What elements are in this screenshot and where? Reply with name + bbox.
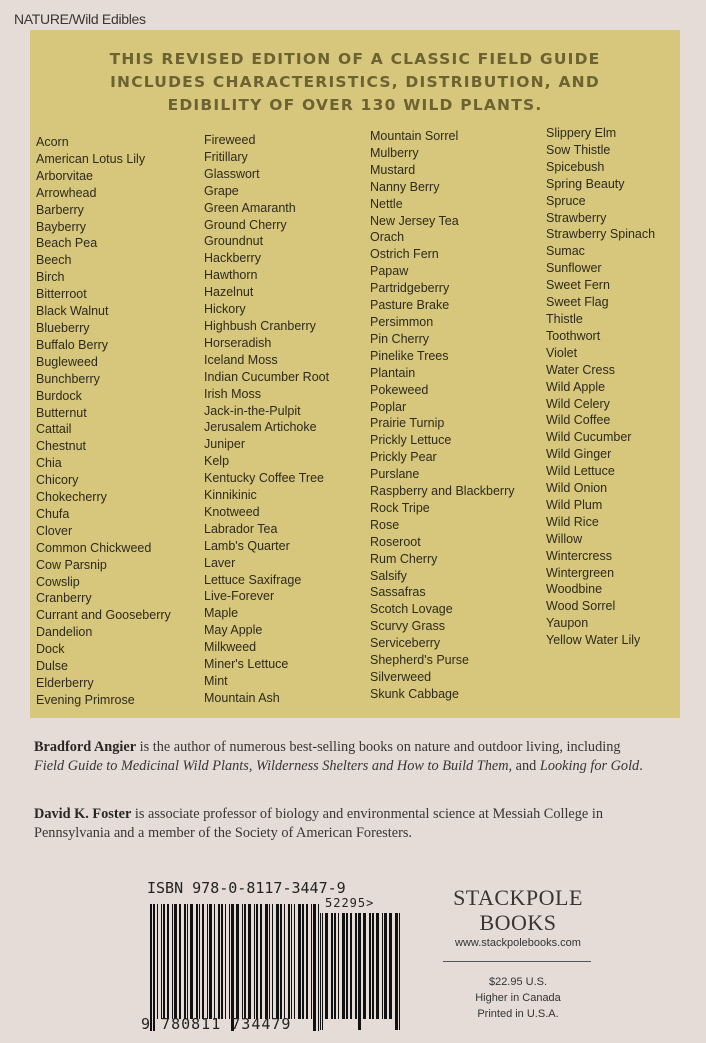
plant-name: Jack-in-the-Pulpit xyxy=(204,403,301,418)
plant-name: Acorn xyxy=(36,135,69,149)
plant-name: Strawberry Spinach xyxy=(546,227,656,242)
plant-name: Birch xyxy=(36,270,65,285)
barcode-bar xyxy=(376,913,379,1019)
plant-name: Laver xyxy=(204,555,236,570)
barcode-bar xyxy=(214,904,215,1019)
plant-name: Irish Moss xyxy=(204,386,261,401)
barcode-bar xyxy=(280,904,282,1019)
plant-name: Rum Cherry xyxy=(370,551,438,566)
plant-name: Papaw xyxy=(370,264,409,279)
plant-name: Sweet Fern xyxy=(546,278,610,293)
plant-name: Plantain xyxy=(370,365,416,380)
plant-name: Kentucky Coffee Tree xyxy=(204,471,324,486)
plant-name: Green Amaranth xyxy=(204,200,296,215)
barcode-addon xyxy=(320,913,402,1019)
plant-name: Milkweed xyxy=(204,640,257,655)
plant-name: Lamb's Quarter xyxy=(204,538,290,553)
book-title: Looking for Gold xyxy=(539,758,640,774)
plant-name: Wild Coffee xyxy=(546,413,611,428)
barcode xyxy=(150,904,322,1019)
plant-name: Spruce xyxy=(546,193,586,208)
plant-name: Hickory xyxy=(204,302,246,317)
plant-name: Water Cress xyxy=(546,362,615,377)
barcode-bar xyxy=(254,904,255,1019)
plant-name: Arrowhead xyxy=(36,185,97,200)
price-note: Higher in Canada xyxy=(475,992,561,1004)
plant-name: Pinelike Trees xyxy=(370,348,449,363)
plant-name: Wild Rice xyxy=(546,514,599,529)
barcode-bar xyxy=(242,904,243,1019)
bio-text: is the author of numerous best-selling books on nature and outdoor living, including xyxy=(136,739,621,755)
plant-name: Burdock xyxy=(36,388,82,403)
plant-name: Knotweed xyxy=(204,504,260,519)
publisher-logo: BOOKS xyxy=(479,910,557,935)
plant-name: Black Walnut xyxy=(36,304,109,319)
plant-list-panel xyxy=(30,30,680,718)
plant-name: Serviceberry xyxy=(370,636,441,651)
plant-name: Kelp xyxy=(204,454,230,469)
headline-line: THIS REVISED EDITION OF A CLASSIC FIELD GUIDE xyxy=(109,50,601,68)
barcode-bar xyxy=(199,904,200,1019)
plant-name: Ostrich Fern xyxy=(370,247,439,262)
barcode-bar xyxy=(338,913,339,1019)
barcode-bar xyxy=(207,904,208,1019)
plant-name: Silverweed xyxy=(370,670,432,684)
barcode-bar xyxy=(153,904,155,1031)
headline-line: EDIBILITY OF OVER 130 WILD PLANTS. xyxy=(167,96,543,114)
plant-name: Arborvitae xyxy=(36,168,93,183)
barcode-bar xyxy=(236,904,239,1019)
plant-name: Sweet Flag xyxy=(546,295,609,310)
plant-name: Spicebush xyxy=(546,159,605,174)
barcode-digits: 9 780811 734479 xyxy=(141,1015,292,1033)
divider xyxy=(443,961,591,962)
barcode-bar xyxy=(363,913,366,1019)
plant-name: Scotch Lovage xyxy=(370,602,453,617)
plant-name: Cow Parsnip xyxy=(36,557,107,572)
plant-name: Prairie Turnip xyxy=(370,416,445,431)
plant-name: Orach xyxy=(370,230,405,245)
plant-name: May Apple xyxy=(204,623,263,638)
price-info xyxy=(440,974,596,1022)
plant-name: Chokecherry xyxy=(36,490,107,505)
plant-name: Barberry xyxy=(36,202,84,217)
plant-name: Lettuce Saxifrage xyxy=(204,572,302,587)
barcode-bar xyxy=(291,904,292,1019)
plant-name: Violet xyxy=(546,345,578,360)
barcode-bar xyxy=(276,904,279,1019)
barcode-bar xyxy=(167,904,169,1019)
plant-name: Live-Forever xyxy=(204,589,275,604)
plant-name: Thistle xyxy=(546,311,583,326)
barcode-bar xyxy=(161,904,162,1019)
plant-name: Miner's Lettuce xyxy=(204,657,289,672)
plant-name: Hazelnut xyxy=(204,285,254,300)
plant-name: Common Chickweed xyxy=(36,540,152,555)
plant-name: Sunflower xyxy=(546,261,602,276)
barcode-bar xyxy=(202,904,204,1019)
plant-name: Strawberry xyxy=(546,210,607,225)
plant-name: Butternut xyxy=(36,405,87,420)
plant-name: Pin Cherry xyxy=(370,331,430,346)
barcode-bar xyxy=(389,913,392,1019)
barcode-bar xyxy=(313,904,316,1031)
plant-name: Wintergreen xyxy=(546,565,615,580)
plant-column-2 xyxy=(204,132,329,707)
barcode-bar xyxy=(399,913,400,1030)
book-titles: Field Guide to Medicinal Wild Plants, Wilderness Shelters and How to Build Them, xyxy=(34,758,513,774)
plant-name: Cattail xyxy=(36,422,72,437)
plant-name: Salsify xyxy=(370,568,407,583)
bio-text: and xyxy=(512,758,540,774)
plant-name: Nettle xyxy=(370,196,403,211)
plant-name: Poplar xyxy=(370,399,407,414)
plant-name: Glasswort xyxy=(204,166,260,181)
plant-name: Raspberry and Blackberry xyxy=(370,484,515,499)
barcode-bar xyxy=(209,904,212,1019)
plant-name: Sassafras xyxy=(370,585,426,600)
plant-column-3 xyxy=(370,128,515,703)
plant-name: Grape xyxy=(204,183,239,198)
plant-name: Wild Apple xyxy=(546,379,606,394)
plant-name: Evening Primrose xyxy=(36,692,135,707)
barcode-bar xyxy=(334,913,336,1019)
barcode-bar xyxy=(395,913,398,1030)
plant-name: Hackberry xyxy=(204,251,261,266)
plant-name: Prickly Lettuce xyxy=(370,433,452,448)
barcode-bar xyxy=(256,904,258,1019)
price: $22.95 U.S. xyxy=(488,976,548,988)
plant-name: Hawthorn xyxy=(204,268,258,283)
bio-text: is associate professor of biology and environmental science at Messiah College in Pennsylvania and a member of the Society of American Foresters. xyxy=(34,806,603,841)
plant-name: Dulse xyxy=(36,659,68,674)
plant-name: Partridgeberry xyxy=(370,281,450,296)
barcode-bar xyxy=(311,904,312,1019)
barcode-bar xyxy=(260,904,262,1019)
barcode-bar xyxy=(325,913,328,1019)
plant-name: Slippery Elm xyxy=(546,126,617,140)
barcode-bar xyxy=(231,904,234,1031)
barcode-bar xyxy=(384,913,387,1019)
plant-name: Wild Celery xyxy=(546,396,610,411)
barcode-bar xyxy=(179,904,181,1019)
barcode-bar xyxy=(320,913,321,1030)
plant-name: Bunchberry xyxy=(36,371,100,386)
plant-name: Sumac xyxy=(546,244,585,259)
plant-name: Wintercress xyxy=(546,548,612,563)
barcode-bar xyxy=(244,904,246,1019)
plant-name: Wild Lettuce xyxy=(546,464,615,479)
barcode-bar xyxy=(369,913,371,1019)
barcode-bar xyxy=(248,904,251,1019)
plant-name: Prickly Pear xyxy=(370,450,437,465)
plant-name: Groundnut xyxy=(204,234,264,249)
plant-name: Mountain Sorrel xyxy=(370,129,459,143)
barcode-bar xyxy=(358,913,361,1030)
plant-column-1 xyxy=(36,134,171,709)
plant-name: Skunk Cabbage xyxy=(370,686,459,701)
plant-name: Elderberry xyxy=(36,676,94,690)
plant-name: Labrador Tea xyxy=(204,521,278,536)
barcode-bar xyxy=(350,913,352,1019)
headline-line: INCLUDES CHARACTERISTICS, DISTRIBUTION, AND xyxy=(110,73,600,91)
plant-name: Bayberry xyxy=(36,219,87,234)
plant-name: Shepherd's Purse xyxy=(370,653,469,668)
plant-name: Ground Cherry xyxy=(204,217,287,232)
barcode-bar xyxy=(172,904,173,1019)
plant-name: Currant and Gooseberry xyxy=(36,608,171,623)
plant-name: Roseroot xyxy=(370,534,421,549)
plant-name: Wood Sorrel xyxy=(546,599,616,614)
plant-name: Beech xyxy=(36,253,72,268)
bio-text: . xyxy=(639,758,643,774)
plant-name: Pokeweed xyxy=(370,382,429,397)
plant-name: Bugleweed xyxy=(36,354,98,369)
plant-name: Woodbine xyxy=(546,582,603,597)
plant-name: Willow xyxy=(546,531,583,546)
plant-name: Kinnikinic xyxy=(204,488,257,503)
publisher-logo: STACKPOLE xyxy=(453,885,583,910)
plant-name: Mulberry xyxy=(370,145,419,160)
barcode-bar xyxy=(190,904,193,1019)
plant-column-4 xyxy=(546,125,655,649)
barcode-bar xyxy=(163,904,165,1019)
plant-name: Highbush Cranberry xyxy=(204,318,316,333)
barcode-bar xyxy=(346,913,348,1019)
plant-name: Spring Beauty xyxy=(546,176,625,191)
plant-name: Maple xyxy=(204,606,239,621)
plant-name: Wild Ginger xyxy=(546,447,612,462)
plant-name: Chufa xyxy=(36,506,70,521)
barcode-bar xyxy=(355,913,357,1019)
barcode-bar xyxy=(294,904,295,1019)
category-label: NATURE/Wild Edibles xyxy=(14,11,146,27)
barcode-bar xyxy=(322,913,323,1030)
barcode-bar xyxy=(298,904,301,1019)
author-bio-angier xyxy=(34,738,654,776)
plant-name: Scurvy Grass xyxy=(370,619,446,634)
plant-name: Sow Thistle xyxy=(546,142,611,157)
barcode-bar xyxy=(306,904,308,1019)
plant-name: Indian Cucumber Root xyxy=(204,369,330,384)
plant-name: Toothwort xyxy=(546,328,601,343)
plant-name: New Jersey Tea xyxy=(370,213,459,228)
barcode-bar xyxy=(157,904,158,1019)
barcode-bar xyxy=(269,904,270,1019)
barcode-bar xyxy=(174,904,177,1019)
plant-name: Cranberry xyxy=(36,591,92,606)
barcode-bar xyxy=(318,904,319,1031)
barcode-bar xyxy=(302,904,304,1019)
barcode-bar xyxy=(184,904,186,1019)
plant-name: Mint xyxy=(204,674,228,688)
author-name: Bradford Angier xyxy=(34,739,137,755)
plant-name: Persimmon xyxy=(370,314,434,329)
plant-name: Rock Tripe xyxy=(370,500,430,515)
plant-name: Bitterroot xyxy=(36,287,87,302)
plant-name: Yaupon xyxy=(546,616,589,631)
plant-name: Juniper xyxy=(204,437,245,452)
plant-name: Yellow Water Lily xyxy=(546,633,641,648)
barcode-bar xyxy=(382,913,383,1019)
plant-name: Dandelion xyxy=(36,625,93,640)
plant-name: Fritillary xyxy=(204,149,248,164)
plant-name: Chicory xyxy=(36,473,79,488)
barcode-bar xyxy=(265,904,268,1019)
barcode-bar xyxy=(150,904,152,1031)
headline xyxy=(30,48,680,117)
barcode-bar xyxy=(331,913,333,1019)
isbn: ISBN 978-0-8117-3447-9 xyxy=(147,879,346,897)
plant-name: Iceland Moss xyxy=(204,352,278,367)
barcode-bar xyxy=(218,904,220,1019)
plant-name: Blueberry xyxy=(36,320,90,335)
plant-name: Rose xyxy=(370,517,400,532)
plant-name: Nanny Berry xyxy=(370,179,440,194)
plant-name: Buffalo Berry xyxy=(36,337,109,352)
price-code: 52295> xyxy=(325,896,375,910)
author-name: David K. Foster xyxy=(34,806,132,822)
plant-name: Jerusalem Artichoke xyxy=(204,420,317,435)
plant-name: Wild Cucumber xyxy=(546,430,632,445)
plant-name: Purslane xyxy=(370,467,420,482)
barcode-bar xyxy=(342,913,345,1019)
plant-name: Mountain Ash xyxy=(204,690,280,705)
barcode-bar xyxy=(221,904,223,1019)
plant-name: Cowslip xyxy=(36,574,80,589)
barcode-bar xyxy=(225,904,226,1019)
barcode-bar xyxy=(196,904,198,1019)
plant-name: Mustard xyxy=(370,162,416,177)
barcode-bar xyxy=(372,913,374,1019)
plant-name: Wild Plum xyxy=(546,497,603,512)
publisher-url: www.stackpolebooks.com xyxy=(455,937,581,949)
barcode-bar xyxy=(187,904,188,1019)
author-bio-foster xyxy=(34,805,654,843)
barcode-bar xyxy=(284,904,285,1019)
plant-name: American Lotus Lily xyxy=(36,151,146,166)
plant-name: Beach Pea xyxy=(36,236,98,251)
plant-name: Horseradish xyxy=(204,335,272,350)
plant-name: Chia xyxy=(36,456,62,471)
barcode-bar xyxy=(229,904,230,1019)
plant-name: Clover xyxy=(36,523,73,538)
barcode-bar xyxy=(272,904,273,1019)
plant-name: Chestnut xyxy=(36,439,87,454)
plant-name: Pasture Brake xyxy=(370,298,450,313)
plant-name: Wild Onion xyxy=(546,481,608,496)
plant-name: Fireweed xyxy=(204,133,256,147)
barcode-bar xyxy=(288,904,290,1019)
plant-name: Dock xyxy=(36,642,65,657)
print-note: Printed in U.S.A. xyxy=(477,1008,559,1020)
